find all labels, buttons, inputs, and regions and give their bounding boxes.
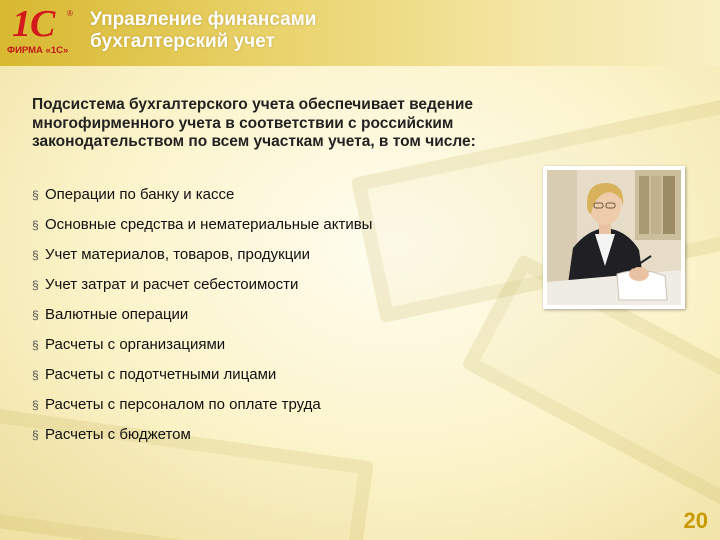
slide-title	[90, 9, 317, 53]
list-item-text: Операции по банку и кассе	[45, 186, 235, 203]
list-item	[32, 306, 512, 336]
bullet-icon: §	[32, 338, 39, 352]
list-item-text: Расчеты с организациями	[45, 336, 226, 353]
bullet-icon: §	[32, 188, 39, 202]
list-item-text: Валютные операции	[45, 306, 189, 323]
header-bar	[0, 0, 720, 66]
intro-paragraph: Подсистема бухгалтерского учета обеспечивает ведение многофирменного учета в соответствии с российским законодательством по всем участкам учета, в том числе:	[32, 96, 476, 150]
list-item-text: Основные средства и нематериальные активы	[45, 216, 373, 233]
feature-list	[32, 186, 512, 456]
bullet-icon: §	[32, 308, 39, 322]
list-item	[32, 396, 512, 426]
list-item-text: Расчеты с бюджетом	[45, 426, 191, 443]
office-worker-illustration	[547, 170, 681, 305]
title-line-2: бухгалтерский учет	[90, 31, 275, 52]
list-item	[32, 426, 512, 456]
bullet-icon: §	[32, 218, 39, 232]
list-item	[32, 246, 512, 276]
registered-mark-icon: ®	[67, 9, 73, 18]
list-item-text: Расчеты с персоналом по оплате труда	[45, 396, 321, 413]
page-number: 20	[683, 508, 708, 533]
list-item	[32, 336, 512, 366]
bullet-icon: §	[32, 248, 39, 262]
title-line-1: Управление финансами	[90, 9, 317, 30]
logo-mark: 1С	[12, 3, 55, 45]
list-item	[32, 186, 512, 216]
accountant-photo	[543, 166, 685, 309]
bullet-icon: §	[32, 398, 39, 412]
list-item	[32, 366, 512, 396]
logo-caption: ФИРМА «1С»	[7, 45, 69, 56]
bullet-icon: §	[32, 428, 39, 442]
list-item-text: Учет затрат и расчет себестоимости	[45, 276, 299, 293]
list-item	[32, 276, 512, 306]
list-item-text: Учет материалов, товаров, продукции	[45, 246, 311, 263]
list-item-text: Расчеты с подотчетными лицами	[45, 366, 277, 383]
bullet-icon: §	[32, 278, 39, 292]
list-item	[32, 216, 512, 246]
bullet-icon: §	[32, 368, 39, 382]
company-logo	[6, 4, 82, 62]
